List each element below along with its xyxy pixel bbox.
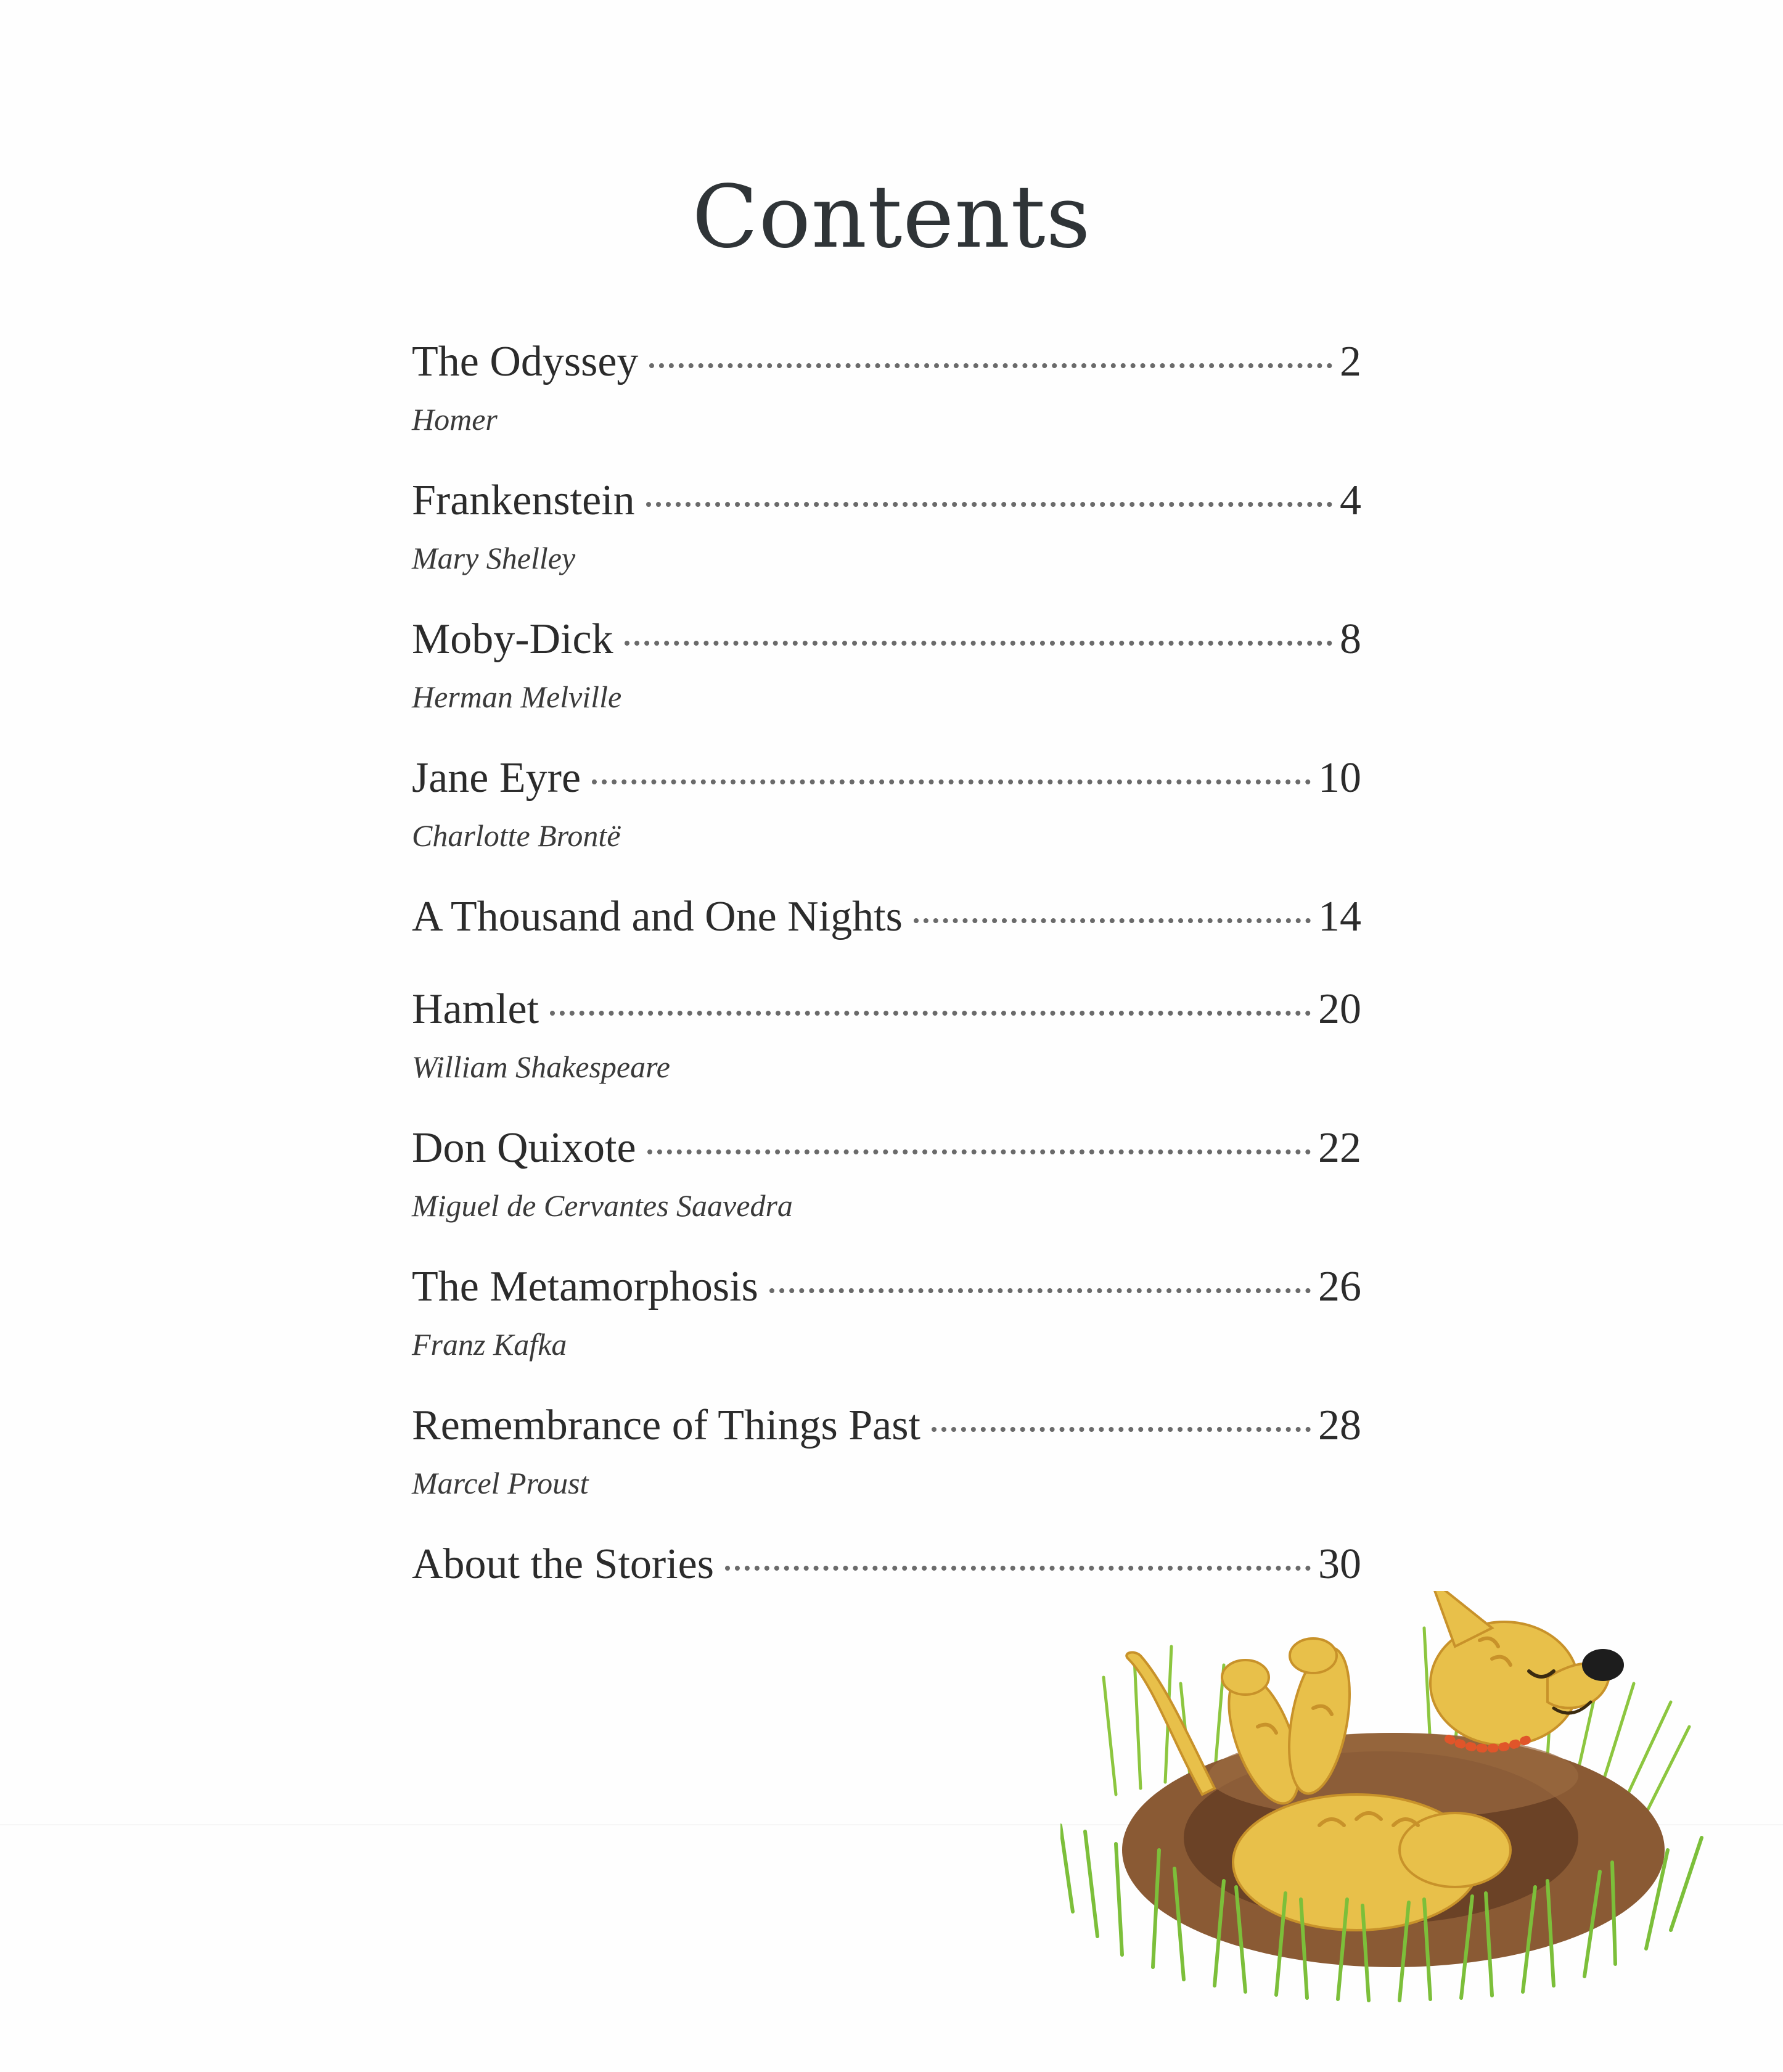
dog-paw-left: [1222, 1660, 1269, 1695]
dot-leader: [914, 918, 1311, 923]
toc-entry-page-number: 30: [1318, 1540, 1361, 1588]
toc-entry-row: [412, 976, 1361, 1043]
toc-entry-page-number: 26: [1318, 1263, 1361, 1310]
toc-entry-jane-eyre[interactable]: [412, 744, 1361, 855]
toc-entry-author: Mary Shelley: [412, 541, 576, 575]
dot-leader: [550, 1011, 1311, 1016]
toc-entry-author: William Shakespeare: [412, 1050, 670, 1084]
dot-leader: [725, 1566, 1311, 1571]
dot-leader: [647, 1149, 1311, 1154]
toc-entry-odyssey[interactable]: [412, 328, 1361, 439]
toc-entry-about-the-stories[interactable]: [412, 1531, 1361, 1598]
toc-entry-page-number: 2: [1340, 338, 1361, 385]
toc-entry-page-number: 4: [1340, 477, 1361, 524]
toc-entry-author: Homer: [412, 402, 498, 437]
toc-entry-title: The Metamorphosis: [412, 1263, 758, 1310]
toc-entry-row: [412, 1114, 1361, 1182]
toc-entry-title: Don Quixote: [412, 1124, 636, 1172]
toc-entry-title: Jane Eyre: [412, 754, 581, 802]
toc-entry-author: Charlotte Brontë: [412, 818, 621, 853]
dot-leader: [932, 1427, 1311, 1432]
toc-entry-page-number: 14: [1318, 893, 1361, 940]
toc-entry-row: [412, 744, 1361, 812]
toc-entry-title: Remembrance of Things Past: [412, 1402, 920, 1449]
toc-entry-hamlet[interactable]: [412, 976, 1361, 1087]
toc-entry-row: [412, 1392, 1361, 1460]
toc-entry-remembrance[interactable]: [412, 1392, 1361, 1503]
toc-entry-title: Frankenstein: [412, 477, 635, 524]
toc-entry-row: [412, 606, 1361, 673]
toc-entry-row: [412, 1531, 1361, 1598]
dog-nose: [1582, 1649, 1624, 1681]
page-title: Contents: [692, 167, 1091, 268]
toc-entry-title: Hamlet: [412, 985, 539, 1033]
toc-entry-title: Moby-Dick: [412, 615, 613, 663]
toc-entry-page-number: 10: [1318, 754, 1361, 802]
toc-entry-row: [412, 883, 1361, 951]
toc-entry-title: A Thousand and One Nights: [412, 893, 903, 940]
toc-entry-row: [412, 467, 1361, 535]
toc-entry-title: About the Stories: [412, 1540, 714, 1588]
toc-entry-frankenstein[interactable]: [412, 467, 1361, 578]
toc-entry-author: Miguel de Cervantes Saavedra: [412, 1188, 793, 1223]
toc-entry-row: [412, 1253, 1361, 1321]
dot-leader: [649, 363, 1332, 368]
toc-entry-author: Franz Kafka: [412, 1327, 567, 1362]
toc-entry-moby-dick[interactable]: [412, 606, 1361, 717]
toc-entry-author: Marcel Proust: [412, 1466, 589, 1500]
dot-leader: [625, 641, 1332, 646]
toc-entry-don-quixote[interactable]: [412, 1114, 1361, 1225]
toc-entry-page-number: 28: [1318, 1402, 1361, 1449]
toc-entry-page-number: 20: [1318, 985, 1361, 1033]
dot-leader: [592, 779, 1311, 784]
toc-entry-page-number: 8: [1340, 615, 1361, 663]
toc-entry-page-number: 22: [1318, 1124, 1361, 1172]
toc-entry-title: The Odyssey: [412, 338, 639, 385]
dot-leader: [769, 1288, 1311, 1293]
dog-in-hole-illustration: [1060, 1591, 1714, 2010]
toc-entry-author: Herman Melville: [412, 680, 622, 714]
toc-entry-thousand-and-one-nights[interactable]: [412, 883, 1361, 951]
toc-entry-row: [412, 328, 1361, 396]
dot-leader: [646, 502, 1332, 507]
toc-entry-metamorphosis[interactable]: [412, 1253, 1361, 1364]
dog-paw-right: [1290, 1638, 1337, 1673]
